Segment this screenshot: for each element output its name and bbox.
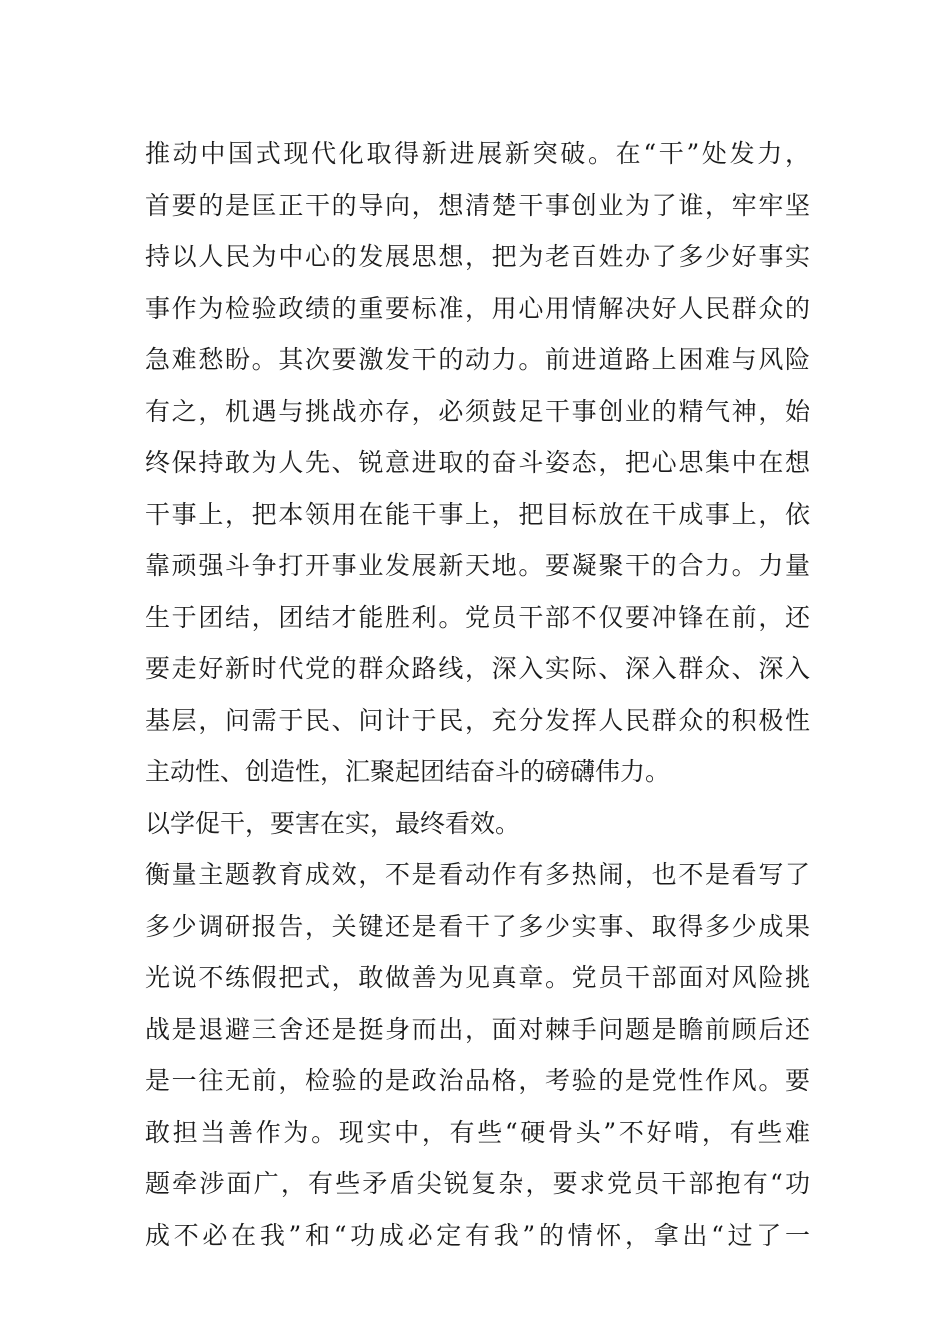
text-line: 战是退避三舍还是挺身而出，面对棘手问题是瞻前顾后还: [145, 1014, 810, 1044]
text-line: 主动性、创造性，汇聚起团结奋斗的磅礴伟力。: [145, 757, 671, 786]
text-line: 敢担当善作为。现实中，有些“硬骨头”不好啃，有些难: [145, 1117, 810, 1147]
text-line: 有之，机遇与挑战亦存，必须鼓足干事创业的精气神，始: [145, 396, 810, 426]
text-line: 多少调研报告，关键还是看干了多少实事、取得多少成果: [145, 911, 810, 941]
text-line: 干事上，把本领用在能干事上，把目标放在干成事上，依: [145, 499, 810, 529]
text-line: 要走好新时代党的群众路线，深入实际、深入群众、深入: [145, 654, 810, 683]
text-line: 急难愁盼。其次要激发干的动力。前进道路上困难与风险: [145, 345, 810, 374]
text-line: 事作为检验政绩的重要标准，用心用情解决好人民群众的: [145, 293, 810, 323]
text-line: 衡量主题教育成效，不是看动作有多热闹，也不是看写了: [145, 860, 810, 889]
text-line: 持以人民为中心的发展思想，把为老百姓办了多少好事实: [145, 242, 810, 271]
text-line: 以学促干，要害在实，最终看效。: [145, 808, 521, 838]
text-line: 首要的是匡正干的导向，想清楚干事创业为了谁，牢牢坚: [145, 190, 810, 220]
text-line: 基层，问需于民、问计于民，充分发挥人民群众的积极性: [145, 705, 810, 735]
text-line: 生于团结，团结才能胜利。党员干部不仅要冲锋在前，还: [145, 602, 810, 632]
text-line: 题牵涉面广，有些矛盾尖锐复杂，要求党员干部抱有“功: [145, 1169, 810, 1198]
body-text: [145, 128, 810, 1261]
text-line: 靠顽强斗争打开事业发展新天地。要凝聚干的合力。力量: [145, 551, 810, 580]
text-line: 是一往无前，检验的是政治品格，考验的是党性作风。要: [145, 1066, 810, 1095]
text-line: 成不必在我”和“功成必定有我”的情怀，拿出“过了一: [145, 1220, 810, 1250]
text-line: 光说不练假把式，敢做善为见真章。党员干部面对风险挑: [145, 963, 810, 992]
text-line: 推动中国式现代化取得新进展新突破。在“干”处发力，: [145, 139, 810, 168]
text-line: 终保持敢为人先、锐意进取的奋斗姿态，把心思集中在想: [145, 448, 810, 477]
